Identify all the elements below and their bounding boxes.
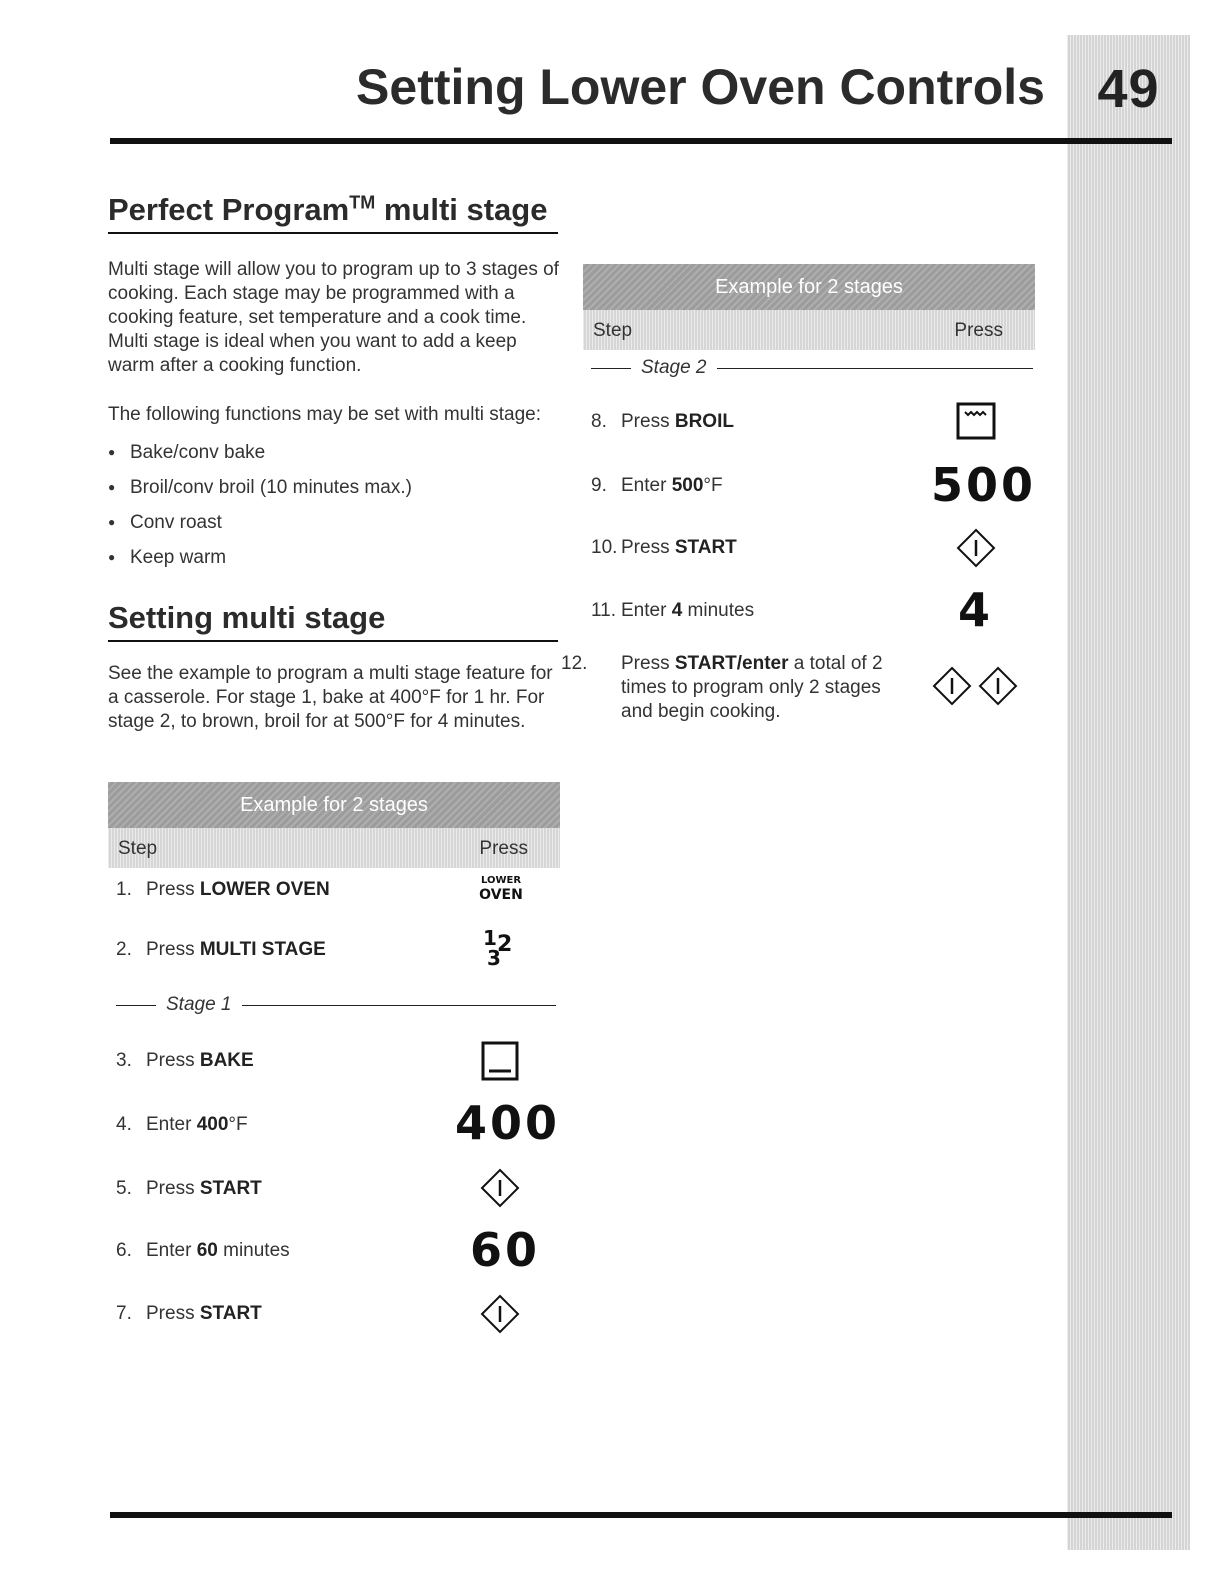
page-number: 49 [1097,59,1160,119]
example-title: Example for 2 stages [240,794,428,816]
temperature-400-display: 400 [455,1096,561,1150]
bake-key-icon [481,1041,519,1081]
lower-oven-key-icon: LOWER OVEN [479,875,523,903]
functions-list [108,440,558,580]
step-1: 1. Press LOWER OVEN [116,879,330,900]
header-rule [110,138,1172,144]
example-subheader [583,310,1035,350]
broil-key-icon [956,402,996,440]
step-7: 7. Press START [116,1303,262,1324]
step-9: 9. Enter 500°F [591,475,723,496]
section-title-tail: multi stage [375,192,548,227]
press-column-header: Press [479,838,528,859]
temperature-500-display: 500 [931,458,1037,512]
step-6: 6. Enter 60 minutes [116,1240,290,1261]
list-item: ● Keep warm [108,547,227,568]
stage-2-label: Stage 2 [641,357,707,378]
example-header-left [108,782,560,868]
step-12: 12. Press START/enter a total of 2 times to program only 2 stages and begin cooking. [561,653,883,722]
footer-rule [110,1512,1172,1518]
section-title-setting-multi-stage: Setting multi stage [108,600,558,642]
functions-intro: The following functions may be set with multi stage: [108,404,541,425]
example-subheader [108,828,560,868]
step-11: 11. Enter 4 minutes [591,600,755,621]
example-header-right [583,264,1035,350]
step-8: 8. Press BROIL [591,411,734,432]
list-item: ● Bake/conv bake [108,442,266,463]
start-key-icon [480,1168,520,1208]
press-column-header: Press [954,320,1003,341]
step-5: 5. Press START [116,1178,262,1199]
multi-stage-intro: Multi stage will allow you to program up to 3 stages of cooking. Each stage may be programmed with a cooking feature, set temperature and a cook time. Multi stage is ideal when you want to add a keep warm after a cooking function. [108,259,559,376]
step-column-header: Step [118,838,158,859]
stage-1-label: Stage 1 [166,994,232,1015]
start-key-icon [978,666,1018,706]
step-3: 3. Press BAKE [116,1050,254,1071]
side-band [1067,35,1190,1550]
multi-stage-key-icon: 1 2 3 [483,926,513,970]
start-key-icon [956,528,996,568]
trademark-mark: TM [349,192,376,213]
stage-2-divider [591,356,1033,380]
time-4-display: 4 [958,583,994,637]
setting-multi-stage-intro: See the example to program a multi stage feature for a casserole. For stage 1, bake at 400°F for 1 hr. For stage 2, to brown, broil for at 500°F for 4 minutes. [108,663,553,732]
list-item: ● Broil/conv broil (10 minutes max.) [108,477,412,498]
start-key-icon [932,666,972,706]
step-4: 4. Enter 400°F [116,1114,248,1135]
list-item: ● Conv roast [108,512,222,533]
section-title-perfect-program [108,192,558,234]
step-2: 2. Press MULTI STAGE [116,939,326,960]
step-10: 10. Press START [591,537,737,558]
time-60-display: 60 [470,1223,541,1277]
example-title: Example for 2 stages [715,276,903,298]
section-title-text: Perfect Program [108,192,350,227]
start-key-icon [480,1294,520,1334]
page-title: Setting Lower Oven Controls [356,59,1045,115]
step-column-header: Step [593,320,633,341]
stage-1-divider [116,993,556,1017]
